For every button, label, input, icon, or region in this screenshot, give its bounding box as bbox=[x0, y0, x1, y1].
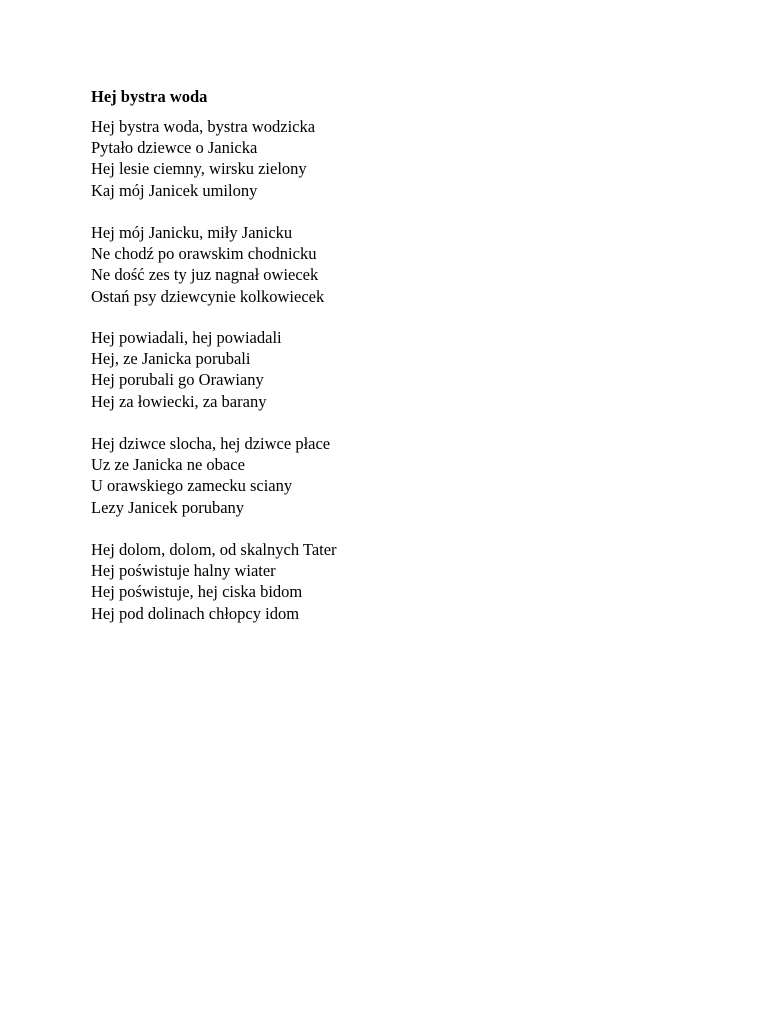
verse-line: Kaj mój Janicek umilony bbox=[91, 180, 258, 200]
verse-line: Ostań psy dziewcynie kolkowiecek bbox=[91, 286, 325, 306]
stanza-2 bbox=[91, 222, 324, 307]
verse-line: Hej mój Janicku, miły Janicku bbox=[91, 223, 293, 242]
document-title: Hej bystra woda bbox=[91, 87, 208, 106]
verse-line: Hej dolom, dolom, od skalnych Tater bbox=[91, 540, 337, 559]
verse-line: Lezy Janicek porubany bbox=[91, 497, 245, 517]
stanza-5 bbox=[91, 539, 337, 624]
stanza-4 bbox=[91, 433, 330, 518]
verse-line: Hej za łowiecki, za barany bbox=[91, 391, 267, 411]
verse-line: Uz ze Janicka ne obace bbox=[91, 455, 245, 475]
verse-line: Hej lesie ciemny, wirsku zielony bbox=[91, 159, 307, 179]
verse-line: Hej pod dolinach chłopcy idom bbox=[91, 603, 300, 623]
verse-line: Ne chodź po orawskim chodnicku bbox=[91, 244, 317, 264]
stanza-3 bbox=[91, 327, 282, 412]
verse-line: Hej dziwce slocha, hej dziwce płace bbox=[91, 434, 331, 453]
verse-line: Hej poświstuje, hej ciska bidom bbox=[91, 582, 303, 602]
verse-line: Hej poświstuje halny wiater bbox=[91, 561, 276, 581]
verse-line: Hej porubali go Orawiany bbox=[91, 370, 264, 390]
verse-line: Hej bystra woda, bystra wodzicka bbox=[91, 117, 316, 136]
verse-line: Hej powiadali, hej powiadali bbox=[91, 328, 282, 347]
verse-line: Ne dość zes ty juz nagnał owiecek bbox=[91, 265, 319, 285]
verse-line: U orawskiego zamecku sciany bbox=[91, 476, 293, 496]
verse-line: Hej, ze Janicka porubali bbox=[91, 349, 251, 369]
stanza-1 bbox=[91, 116, 315, 201]
verse-line: Pytało dziewce o Janicka bbox=[91, 138, 258, 158]
